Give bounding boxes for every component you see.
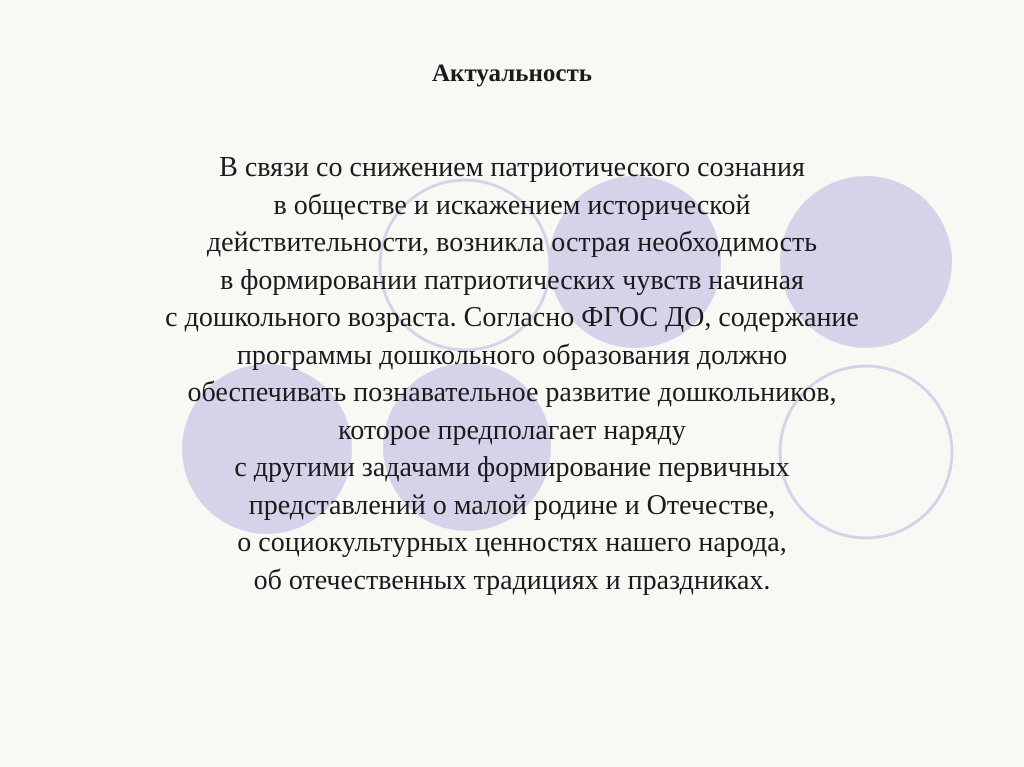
body-paragraph [40,149,984,599]
body-line: которое предполагает наряду [338,414,686,446]
body-line: в обществе и искажением исторической [273,189,751,221]
body-line: об отечественных традициях и праздниках. [253,564,771,596]
body-line: о социокультурных ценностях нашего народа, [237,527,787,558]
body-line: программы дошкольного образования должно [236,339,788,371]
body-line: обеспечивать познавательное развитие дошкольников, [187,377,837,408]
body-line: с дошкольного возраста. Согласно ФГОС ДО, содержание [165,302,859,333]
body-line: В связи со снижением патриотического сознания [219,152,805,183]
body-line: представлений о малой родине и Отечестве, [248,489,776,521]
body-line: действительности, возникла острая необходимость [206,227,818,258]
slide-title: Актуальность [431,60,593,87]
body-line: с другими задачами формирование первичных [234,452,790,483]
body-line: в формировании патриотических чувств начиная [220,264,804,296]
